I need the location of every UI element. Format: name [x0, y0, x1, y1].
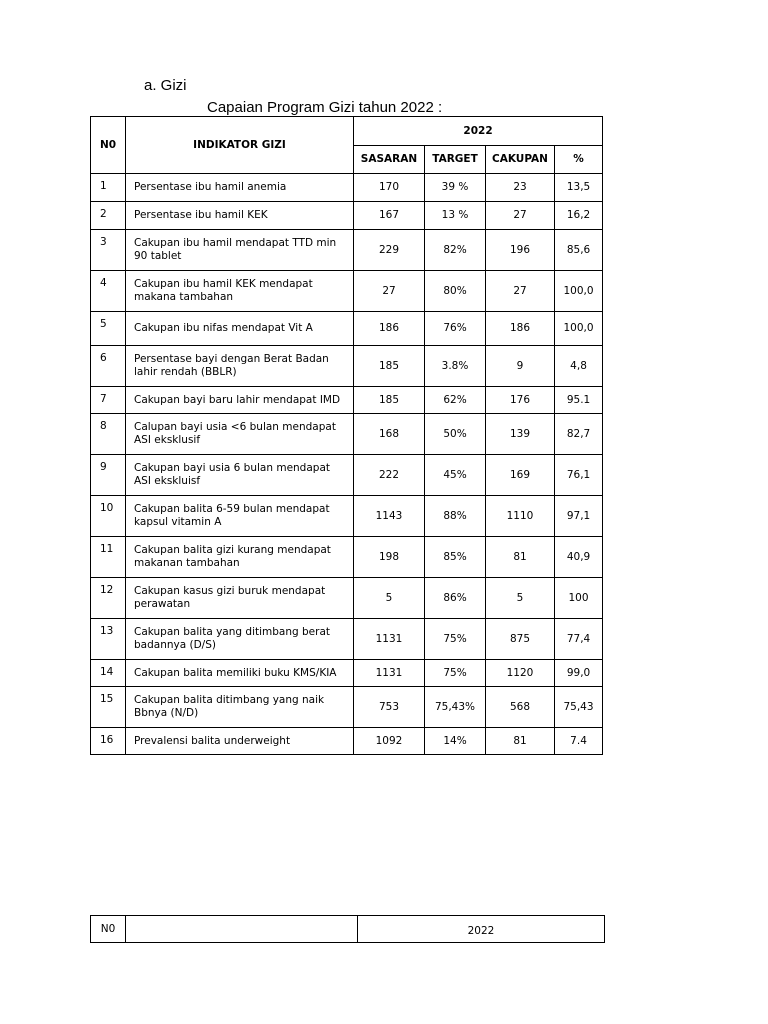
- header-target: TARGET: [425, 146, 486, 174]
- row-target: 75,43%: [425, 687, 486, 728]
- row-sasaran: 1131: [354, 660, 425, 687]
- table-row: [91, 271, 603, 312]
- row-percent: 85,6: [555, 230, 603, 271]
- row-target: 39 %: [425, 174, 486, 202]
- row-percent: 100,0: [555, 271, 603, 312]
- header-sasaran: SASARAN: [354, 146, 425, 174]
- row-sasaran: 753: [354, 687, 425, 728]
- row-sasaran: 185: [354, 387, 425, 414]
- row-indicator: Cakupan ibu hamil mendapat TTD min 90 tablet: [126, 230, 354, 271]
- row-cakupan: 1120: [486, 660, 555, 687]
- row-cakupan: 1110: [486, 496, 555, 537]
- header-no: N0: [91, 117, 126, 174]
- row-sasaran: 229: [354, 230, 425, 271]
- row-percent: 40,9: [555, 537, 603, 578]
- row-no: 16: [91, 728, 126, 755]
- table-row: [91, 414, 603, 455]
- row-no: 10: [91, 496, 126, 537]
- row-cakupan: 196: [486, 230, 555, 271]
- row-target: 45%: [425, 455, 486, 496]
- row-target: 62%: [425, 387, 486, 414]
- row-percent: 76,1: [555, 455, 603, 496]
- row-target: 50%: [425, 414, 486, 455]
- table-row: [91, 312, 603, 346]
- row-sasaran: 170: [354, 174, 425, 202]
- row-no: 3: [91, 230, 126, 271]
- table-row: [91, 346, 603, 387]
- table-row: [91, 728, 603, 755]
- second-header-year: 2022: [358, 916, 605, 943]
- row-percent: 82,7: [555, 414, 603, 455]
- header-year: 2022: [354, 117, 603, 146]
- second-table: [90, 915, 605, 943]
- row-target: 75%: [425, 660, 486, 687]
- row-percent: 16,2: [555, 202, 603, 230]
- table-row: [91, 578, 603, 619]
- table-row: [91, 455, 603, 496]
- row-sasaran: 222: [354, 455, 425, 496]
- row-cakupan: 139: [486, 414, 555, 455]
- table-row: [91, 202, 603, 230]
- row-indicator: Cakupan balita yang ditimbang berat badannya (D/S): [126, 619, 354, 660]
- row-cakupan: 9: [486, 346, 555, 387]
- row-cakupan: 27: [486, 271, 555, 312]
- row-sasaran: 1092: [354, 728, 425, 755]
- row-sasaran: 185: [354, 346, 425, 387]
- header-row-top: [91, 117, 603, 146]
- row-indicator: Persentase ibu hamil KEK: [126, 202, 354, 230]
- row-percent: 100: [555, 578, 603, 619]
- second-table-header-row: [91, 916, 605, 943]
- row-indicator: Persentase ibu hamil anemia: [126, 174, 354, 202]
- row-indicator: Persentase bayi dengan Berat Badan lahir rendah (BBLR): [126, 346, 354, 387]
- row-no: 11: [91, 537, 126, 578]
- row-cakupan: 81: [486, 728, 555, 755]
- row-percent: 13,5: [555, 174, 603, 202]
- row-no: 2: [91, 202, 126, 230]
- row-target: 75%: [425, 619, 486, 660]
- row-sasaran: 167: [354, 202, 425, 230]
- row-indicator: Cakupan balita gizi kurang mendapat makanan tambahan: [126, 537, 354, 578]
- nutrition-table: [90, 116, 603, 755]
- row-cakupan: 875: [486, 619, 555, 660]
- row-cakupan: 23: [486, 174, 555, 202]
- row-indicator: Cakupan ibu hamil KEK mendapat makana tambahan: [126, 271, 354, 312]
- table-row: [91, 230, 603, 271]
- row-no: 7: [91, 387, 126, 414]
- header-indicator: INDIKATOR GIZI: [126, 117, 354, 174]
- row-no: 15: [91, 687, 126, 728]
- row-percent: 100,0: [555, 312, 603, 346]
- row-indicator: Cakupan kasus gizi buruk mendapat perawatan: [126, 578, 354, 619]
- row-no: 6: [91, 346, 126, 387]
- row-target: 13 %: [425, 202, 486, 230]
- row-indicator: Prevalensi balita underweight: [126, 728, 354, 755]
- row-target: 82%: [425, 230, 486, 271]
- row-target: 85%: [425, 537, 486, 578]
- second-header-indicator: [126, 916, 358, 943]
- table-row: [91, 619, 603, 660]
- table-row: [91, 537, 603, 578]
- table-row: [91, 496, 603, 537]
- row-sasaran: 5: [354, 578, 425, 619]
- row-indicator: Cakupan balita 6-59 bulan mendapat kapsul vitamin A: [126, 496, 354, 537]
- row-sasaran: 27: [354, 271, 425, 312]
- row-cakupan: 81: [486, 537, 555, 578]
- row-no: 9: [91, 455, 126, 496]
- row-no: 13: [91, 619, 126, 660]
- row-target: 86%: [425, 578, 486, 619]
- row-sasaran: 1143: [354, 496, 425, 537]
- row-sasaran: 168: [354, 414, 425, 455]
- row-no: 4: [91, 271, 126, 312]
- row-cakupan: 5: [486, 578, 555, 619]
- row-no: 5: [91, 312, 126, 346]
- row-cakupan: 176: [486, 387, 555, 414]
- row-sasaran: 186: [354, 312, 425, 346]
- row-target: 3.8%: [425, 346, 486, 387]
- row-percent: 95.1: [555, 387, 603, 414]
- row-target: 14%: [425, 728, 486, 755]
- table-body: [91, 174, 603, 755]
- row-no: 8: [91, 414, 126, 455]
- row-no: 1: [91, 174, 126, 202]
- row-no: 12: [91, 578, 126, 619]
- row-indicator: Cakupan ibu nifas mendapat Vit A: [126, 312, 354, 346]
- table-row: [91, 660, 603, 687]
- table-row: [91, 687, 603, 728]
- row-percent: 75,43: [555, 687, 603, 728]
- row-sasaran: 198: [354, 537, 425, 578]
- header-percent: %: [555, 146, 603, 174]
- row-indicator: Cakupan balita ditimbang yang naik Bbnya (N/D): [126, 687, 354, 728]
- row-sasaran: 1131: [354, 619, 425, 660]
- row-percent: 77,4: [555, 619, 603, 660]
- table-row: [91, 387, 603, 414]
- row-cakupan: 186: [486, 312, 555, 346]
- row-cakupan: 568: [486, 687, 555, 728]
- row-percent: 4,8: [555, 346, 603, 387]
- row-cakupan: 169: [486, 455, 555, 496]
- row-indicator: Cakupan bayi baru lahir mendapat IMD: [126, 387, 354, 414]
- row-indicator: Cakupan bayi usia 6 bulan mendapat ASI ekskluisf: [126, 455, 354, 496]
- second-header-no: N0: [91, 916, 126, 943]
- section-label: a. Gizi: [144, 77, 187, 94]
- row-percent: 7.4: [555, 728, 603, 755]
- header-cakupan: CAKUPAN: [486, 146, 555, 174]
- row-percent: 99,0: [555, 660, 603, 687]
- row-indicator: Calupan bayi usia <6 bulan mendapat ASI eksklusif: [126, 414, 354, 455]
- row-percent: 97,1: [555, 496, 603, 537]
- row-target: 76%: [425, 312, 486, 346]
- table-row: [91, 174, 603, 202]
- row-cakupan: 27: [486, 202, 555, 230]
- row-target: 88%: [425, 496, 486, 537]
- row-no: 14: [91, 660, 126, 687]
- row-target: 80%: [425, 271, 486, 312]
- table-caption: Capaian Program Gizi tahun 2022 :: [207, 99, 443, 116]
- row-indicator: Cakupan balita memiliki buku KMS/KIA: [126, 660, 354, 687]
